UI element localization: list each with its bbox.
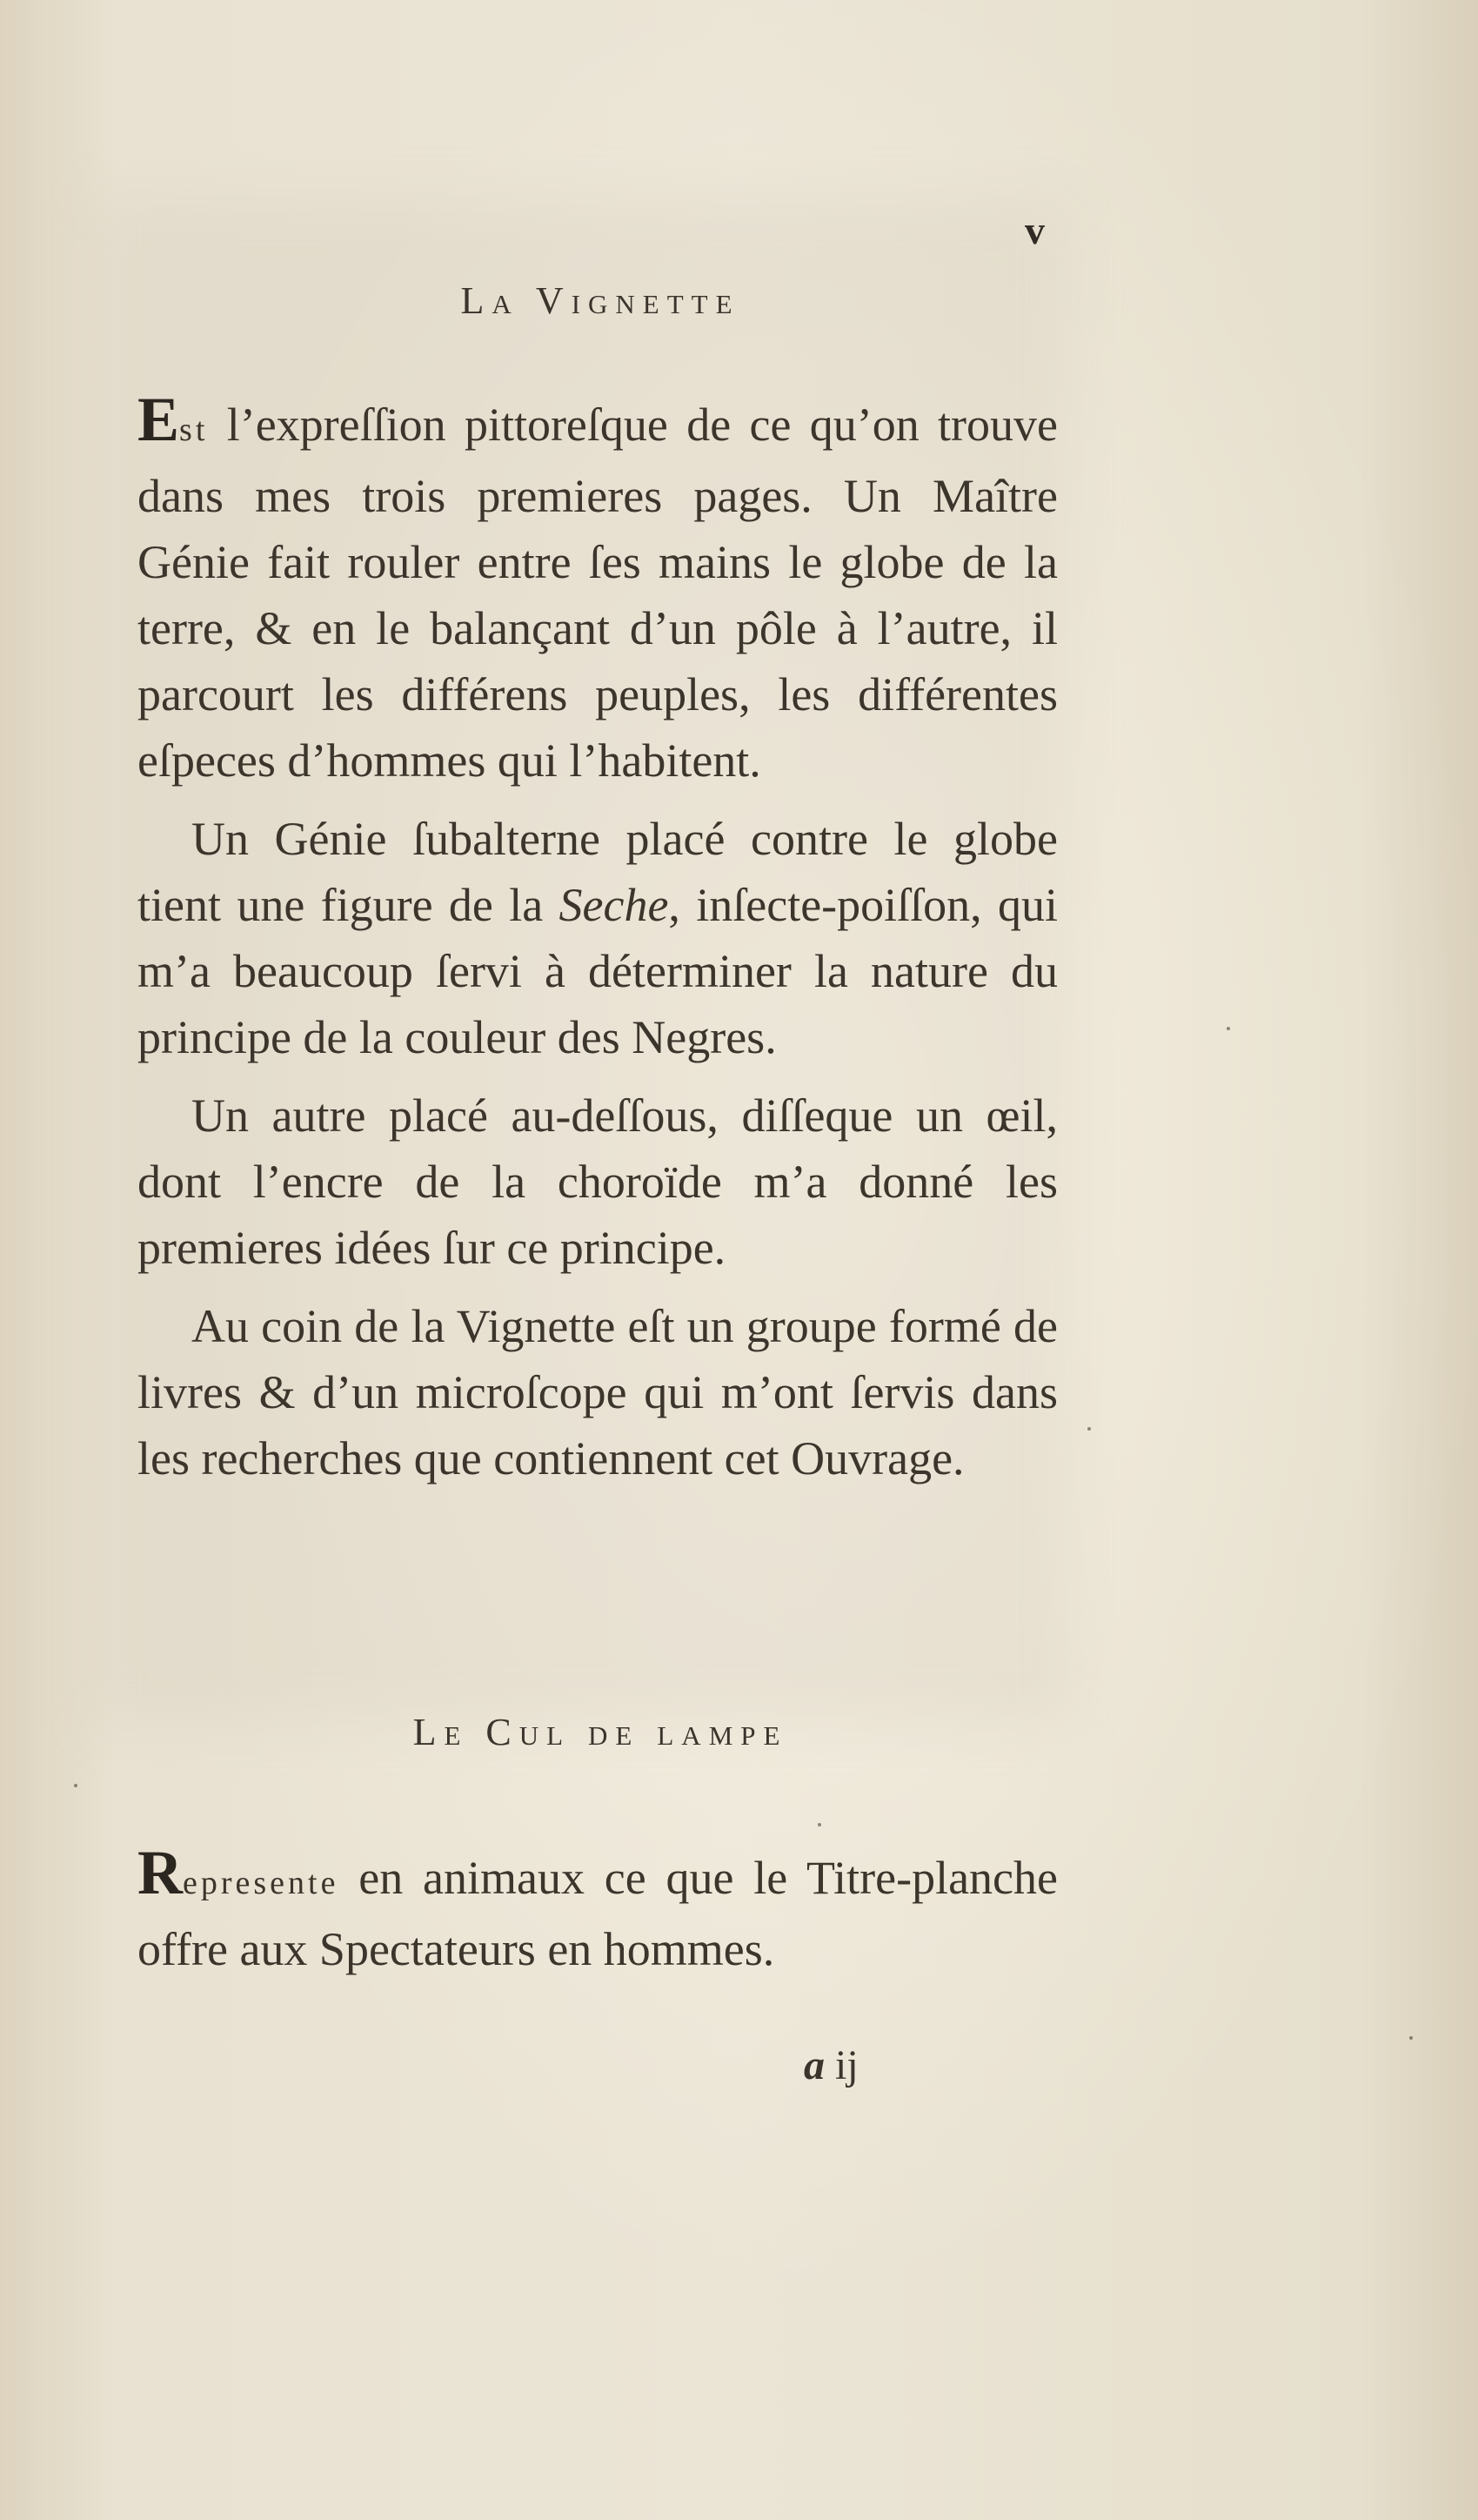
drop-initial: E bbox=[137, 385, 180, 454]
drop-initial: R bbox=[137, 1838, 183, 1907]
paragraph-text: Un Génie ſubalterne placé contre le globe tient une figure de la bbox=[137, 813, 1058, 931]
heading-initial: L bbox=[460, 279, 492, 322]
paragraph-4: Au coin de la Vignette eſt un groupe formé de livres & d’un microſcope qui m’ont ſervis dans les recherches que contiennent cet Ouvrage. bbox=[137, 1300, 1058, 1485]
section-heading-cul-de-lampe bbox=[0, 1710, 1200, 1754]
vignette-description bbox=[137, 385, 1059, 1491]
paragraph-1 bbox=[137, 385, 1058, 794]
section-heading-vignette bbox=[0, 278, 1200, 323]
paragraph-text: en animaux ce que le Titre-planche offre aux Spectateurs en hommes. bbox=[137, 1852, 1058, 1975]
heading-text: Le Cul de lampe bbox=[412, 1711, 788, 1753]
paragraph-text: l’expreſſion pittoreſque de ce qu’on trouve dans mes trois premieres pages. Un Maître Génie fait rouler entre ſes mains le globe de la terre, & en le balançant d’un pôle à l’autre, il parcourt les différens peuples, les différentes eſpeces d’hommes qui l’habitent. bbox=[137, 399, 1058, 787]
page-number: v bbox=[1025, 208, 1047, 252]
signature-letter: a bbox=[804, 2042, 825, 2088]
lead-in: st bbox=[179, 412, 209, 448]
signature-mark bbox=[804, 2041, 859, 2089]
paragraph-text: , inſecte-poiſſon, qui m’a beaucoup ſervi à déterminer la nature du principe de la couleur des Negres. bbox=[137, 879, 1059, 1063]
italic-term: Seche bbox=[558, 879, 669, 931]
paper-speck bbox=[1409, 2036, 1413, 2040]
lead-in: epresente bbox=[183, 1865, 339, 1901]
paper-speck bbox=[74, 1784, 77, 1787]
signature-number: ij bbox=[835, 2042, 859, 2088]
heading-rest: a Vignette bbox=[492, 279, 740, 322]
paragraph-2 bbox=[137, 806, 1058, 1070]
paragraph-5 bbox=[137, 1838, 1058, 1982]
cul-de-lampe-description bbox=[137, 1838, 1058, 1982]
paragraph-3: Un autre placé au-deſſous, diſſeque un œil, dont l’encre de la choroïde m’a donné les premieres idées ſur ce principe. bbox=[137, 1089, 1058, 1274]
paper-speck bbox=[818, 1823, 821, 1826]
paper-speck bbox=[1087, 1427, 1091, 1431]
paper-speck bbox=[1227, 1027, 1230, 1030]
